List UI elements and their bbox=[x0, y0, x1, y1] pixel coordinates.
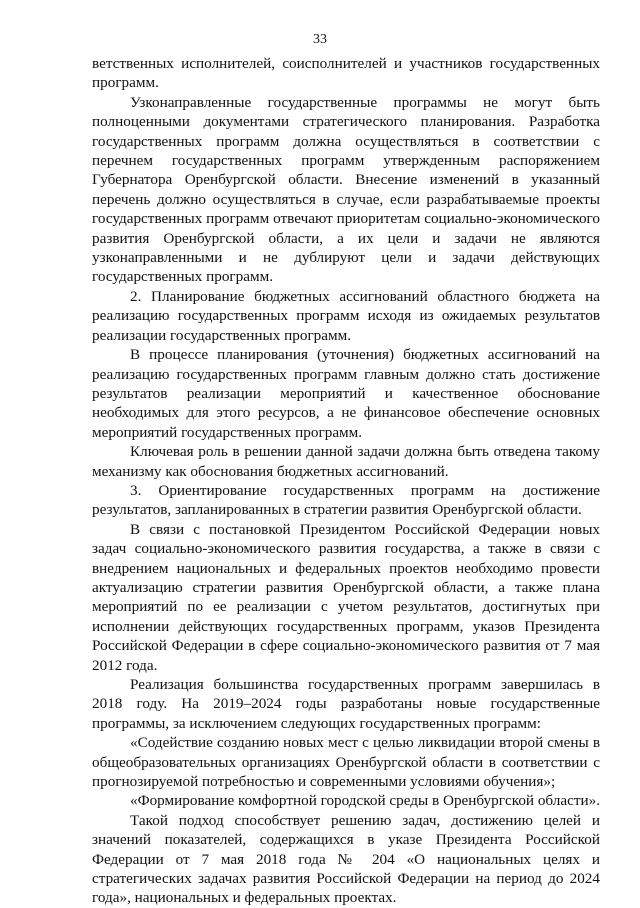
document-body bbox=[92, 54, 600, 908]
paragraph-program-name: «Содействие созданию новых мест с целью ликвидации второй смены в общеобразовательных организациях Оренбургской области в соответствии с прогнозируемой потребностью и современными условиями обучения»; bbox=[92, 734, 600, 791]
paragraph-program-name: «Формирование комфортной городской среды в Оренбургской области». bbox=[130, 792, 600, 810]
paragraph-numbered-item: 3. Ориентирование государственных программ на достижение результатов, запланированных в стратегии развития Оренбургской области. bbox=[92, 481, 600, 519]
page-number: 33 bbox=[313, 32, 327, 47]
paragraph-continuation: ветственных исполнителей, соисполнителей и участников государственных программ. bbox=[92, 55, 600, 92]
paragraph-numbered-item: 2. Планирование бюджетных ассигнований областного бюджета на реализацию государственных программ исходя из ожидаемых результатов реализации государственных программ. bbox=[92, 287, 600, 344]
paragraph: Такой подход способствует решению задач, достижению целей и значений показателей, содержащихся в указе Президента Российской Федерации от 7 мая 2018 года № 204 «О национальных целях и стратегических задачах развития Российской Федерации на период до 2024 года», национальных и федеральных проектах. bbox=[92, 811, 600, 907]
paragraph: Ключевая роль в решении данной задачи должна быть отведена такому механизму как обоснования бюджетных ассигнований. bbox=[92, 443, 600, 480]
paragraph: Узконаправленные государственные программы не могут быть полноценными документами стратегического планирования. Разработка государственных программ должна осуществляться в соответствии с перечнем государственных программ утвержденным распоряжением Губернатора Оренбургской области. Внесение изменений в указанный перечень должно осуществляться в случае, если разрабатываемые проекты государственных программ отвечают приоритетам социально-экономического развития Оренбургской области, а их цели и задачи не являются узконаправленными и не дублируют цели и задачи действующих государственных программ. bbox=[92, 93, 600, 286]
paragraph: Реализация большинства государственных программ завершилась в 2018 году. На 2019–2024 годы разработаны новые государственные программы, за исключением следующих государственных программ: bbox=[92, 676, 600, 732]
paragraph: В связи с постановкой Президентом Российской Федерации новых задач социально-экономического развития государства, а также в связи с внедрением национальных и федеральных проектов необходимо провести актуализацию стратегии развития Оренбургской области, а также плана мероприятий по ее реализации с учетом результатов, достигнутых при исполнении действующих государственных программ, указов Президента Российской Федерации в сфере социально-экономического развития от 7 мая 2012 года. bbox=[92, 520, 600, 674]
paragraph: В процессе планирования (уточнения) бюджетных ассигнований на реализацию государственных программ главным должно стать достижение результатов реализации мероприятий и качественное обоснование необходимых для этого ресурсов, а не финансовое обеспечение основных мероприятий государственных программ. bbox=[92, 346, 600, 441]
